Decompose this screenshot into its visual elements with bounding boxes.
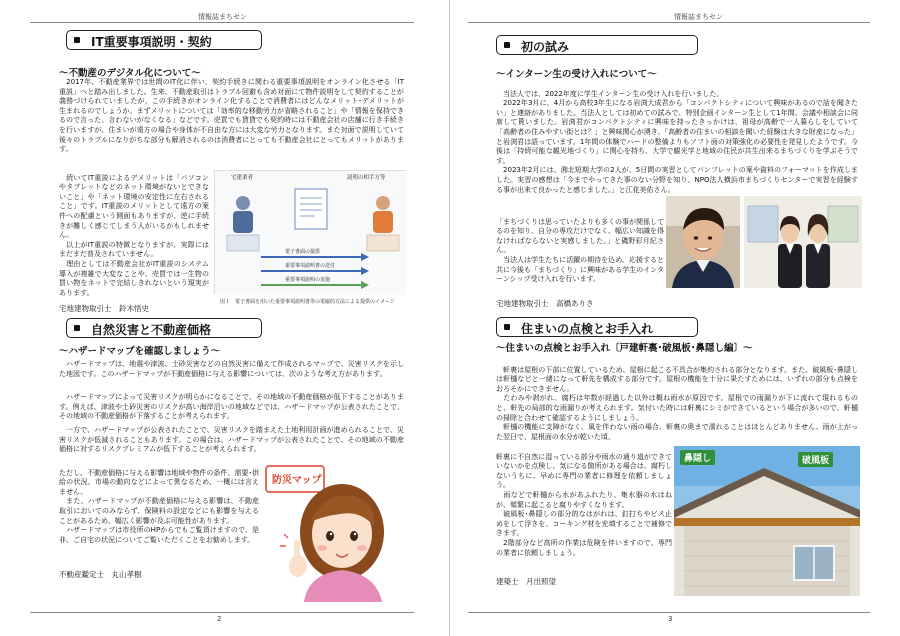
left-page-number: 2 [217,615,222,623]
internship-paragraph-2 [496,208,664,294]
internship-paragraph-1-text: 当法人では、2022年度に学生インターン生の受け入れを行いました。 2022年3月に、4月から高校3年生になる岩渕大成君から「コンパクトシティについて興味があるので話を聞きたい」と連絡がありました。当法人としては初めての試みで、特別企画インターン生として1年間、会議や相談会に同席して貰いました。岩渕君がコンパクトシティに興味を持ったきっかけは、祖母が高齢で一人暮らしをしていて「高齢者の住みやすい街とは？」と興味関心が湧き、「高齢者の住まいの相談を聞いた経験は大きな財産になった」と岩渕君は語っています。1年間の体験でハードの整備よりもソフト面の対策強化の必要性を発見したようです。今後は「持続可能な観光地づくり」に関心を持ち、大学で観光学と地域の住民が共生出来るまちづくりを学ぶそうです。 2023年2月には、湘北短期大学の2人が、5日間の実習としてパンフレットの案や資料のフォーマットを作成しました。実習の感想は「今までやってきた事のない分野を知り、NPO法人横浜市まちづくりセンターで実習を経験する事が出来て良かったと感じました。」と江花美佑さん。 [496,89,858,194]
college-students-photo [744,196,862,288]
it-diagram-figure [214,170,406,294]
disaster-paragraph-2-text: ハザードマップによって災害リスクが明らかになることで、その地域の不動産価格が低下することがあります。例えば、津波や土砂災害のリスクが高い海岸沿いの地域などでは、ハザードマップが公表されたことで、その地域の不動産価格が下落することが考えられます。 [59,393,404,421]
hazard-map-illustration [264,462,404,602]
house-photo-svg [674,446,860,596]
disaster-section-title-box [66,318,262,338]
it-section-title-box [66,30,262,50]
it-section-subtitle: ～不動産のデジタル化について～ [59,68,201,79]
maintenance-paragraph-1-text: 軒裏は屋根の下部に位置しているため、屋根に起こる不具合が集約される部分となります。また、破風板･鼻隠しは軒樋などと一緒になって軒先を構成する部分です。屋根の機能を十分に果たすためには、いずれの部分も点検をおろそかにできません。 たわみや剥がれ、腐朽は年数が経過した以外は概ね雨水が原因です。屋根での雨漏りが下に流れて現れるものと、軒先の局部的な雨漏りが考えられます。気付いた時には軒裏にシミができているという場合が多いので、軒樋の掃除と合わせて確認するようにしましょう。 軒樋の機能に支障がなく、風を伴わない雨の場合、軒裏の奥まで濡れることはほとんどありません。雨が上がった翌日で、屋根面の水分が乾いた頃、 [496,365,858,441]
bullet-icon [504,42,510,48]
page-gutter [449,0,450,636]
hazard-map-sign-text: 防災マップ [272,475,322,486]
header-rule [30,22,414,23]
house-eaves-photo [674,446,860,596]
it-paragraph-2-text: 続いてIT重説によるデメリットは「パソコンやタブレットなどのネット環境がないとできないこと」や「ネット環境の安定性に左右されること」です。IT重説のメリットとして遠方の案件への配慮という側面もありますが、逆に手続きが難しく感じてしまう人がいるかもしれません。 以上がIT重説の特徴となりますが、実際にはまだまだ普及されていません。 理由としては不動産会社がIT重説のシステム導入が複雑で大変なことや、売買では一生物の買い物をネットで完結しきれないという現実があります。 [59,173,209,297]
disaster-paragraph-4-text: ただし、不動産価格に与える影響は地域や物件の条件、需要･供給の状況、市場の動向などによって異なるため、一概には言えません。 また、ハザードマップが不動産価格に与える影響は、不動産取引においてのみならず、保険料の設定などにも影響を与えることがあるため、幅広く影響が及ぶ可能性があります。 ハザードマップは市役所のHPからでもご覧頂けますので、是非、ご自宅の状況についてご覧いただくことをお勧めします。 [59,468,259,544]
bullet-icon [504,324,510,330]
left-page [2,0,442,636]
figure-label-agent: 宅建業者 [231,175,254,181]
right-page-number: 3 [668,615,673,623]
photo-label-hanakakushi: 鼻隠し [680,450,715,465]
disaster-paragraph-4 [59,459,259,555]
disaster-paragraph-2 [59,393,404,422]
it-signature: 宅地建物取引士 鈴木悟史 [59,304,149,313]
disaster-section-subtitle: ～ハザードマップを確認しましょう～ [59,346,221,357]
figure-label-client: 説明の相手方等 [347,175,386,181]
photo-label-hafuita: 破風板 [798,452,833,467]
internship-section-title-box [496,35,698,55]
footer-rule [468,612,870,613]
figure-step-1: 電子書面の提供 [285,249,321,255]
newsletter-header-title: 情報誌まちセン [674,13,723,21]
internship-section-title: 初の試み [521,40,570,54]
internship-paragraph-2-text: 「まちづくりは思っていたよりも多くの事が関係してるのを知り、自分の専攻だけでなく、幅広い知識を得なければならないと実感しました。」と磯野彩月紀さん。 当法人は学生たちに活躍の期待を込め、応援すると共に今後も「まちづくり」に興味がある学生のインターンシップ受け入れを行います。 [496,217,664,284]
internship-signature: 宅地建物取引士 高橋ありさ [496,299,594,308]
it-section-title: IT重要事項説明・契約 [91,35,212,49]
disaster-signature: 不動産鑑定士 丸山孝樹 [59,570,142,579]
figure-step-2: 重要事項説明書の送付 [285,263,336,269]
document-icon [295,189,327,229]
it-paragraph-2 [59,164,209,308]
disaster-paragraph-3-text: 一方で、ハザードマップが公表されたことで、災害リスクを踏まえた土地利用計画が進められることで、災害リスクが低減されることもあります。この場合は、ハザードマップが公表されたことで、その地域の不動産価格に対するリスクプレミアムが低下することが考えられます。 [59,426,404,454]
maintenance-paragraph-1 [496,356,858,452]
footer-rule [30,612,414,613]
it-paragraph-1 [59,78,404,155]
maintenance-paragraph-2 [496,443,672,568]
fascia-board [674,518,860,526]
maintenance-signature: 建築士 月出照望 [496,577,556,586]
students-photo-svg [744,196,862,288]
intern-student-photo [666,196,740,288]
it-paragraph-1-text: 2017年、不動産業界では世間のIT化に伴い、契約手続きに関わる重要事項説明をオンライン化させる「IT重説」へと踏み出しました。生来、不動産取引はトラブル回避も含め対面にて物件説明をして契約することが義務づけられていましたが、この手続きがオンライン化することで消費者にはどんなメリット･デメリットが生まれるのでしょうか。まずメリットについては「効率的な移動労力が省略されること」や「情報を保持できるので言った、言わないがなくなる」などです。売買でも賃貸でも契約時には不動産会社の店舗に行き手続きを行いますが、住まいが遠方の場合や身体が不自由な方には大変な労力となります。また対面で説明していて後々のトラブルになりがちな部分も解消されるのは消費者にとっても不動産会社にとってもメリットがあります。 [59,78,404,154]
disaster-paragraph-1 [59,360,404,379]
newsletter-header-title: 情報誌まちセン [198,13,247,21]
bullet-icon [74,37,80,43]
right-page [458,0,898,636]
bullet-icon [74,325,80,331]
disaster-paragraph-1-text: ハザードマップは、地震や津波、土砂災害などの自然災害に備えて作成されるマップで、災害リスクを示した地図です。このハザードマップが不動産価格に与える影響については、次のような考え方があります。 [59,360,404,378]
intern-photo-svg [666,196,740,288]
maintenance-section-title-box [496,317,698,337]
maintenance-section-title: 住まいの点検とお手入れ [521,322,654,336]
disaster-paragraph-3 [59,426,404,455]
maintenance-paragraph-2-text: 軒裏に不自然に湿っている部分や雨水の通り道ができていないかを点検し、気になる箇所がある場合は、腐朽しないうちに、早めに専門の業者に修理を依頼しましょう。 雨などで軒樋から水があふれたり、集水器の水はねが、頻繁に起こると腐りやすくなります。 破風板･鼻隠しの部分的なはがれは、釘打ちやビス止めをして浮きを、コーキング材を充填することで補修できます。 2階部分など高所の作業は危険を伴いますので、専門の業者に依頼しましょう。 [496,452,672,557]
it-figure-caption: 図１ 電子書面を用いた重要事項説明書等の電磁的方法による提供のイメージ [220,299,395,305]
maintenance-section-subtitle: ～住まいの点検とお手入れ〔戸建軒裏･破風板･鼻隠し編〕～ [496,343,753,354]
internship-section-subtitle: ～インターン生の受け入れについて～ [496,69,657,80]
disaster-section-title: 自然災害と不動産価格 [91,323,212,337]
figure-step-3: 重要事項説明の実施 [285,277,331,283]
internship-paragraph-1 [496,80,858,205]
header-rule [468,22,870,23]
